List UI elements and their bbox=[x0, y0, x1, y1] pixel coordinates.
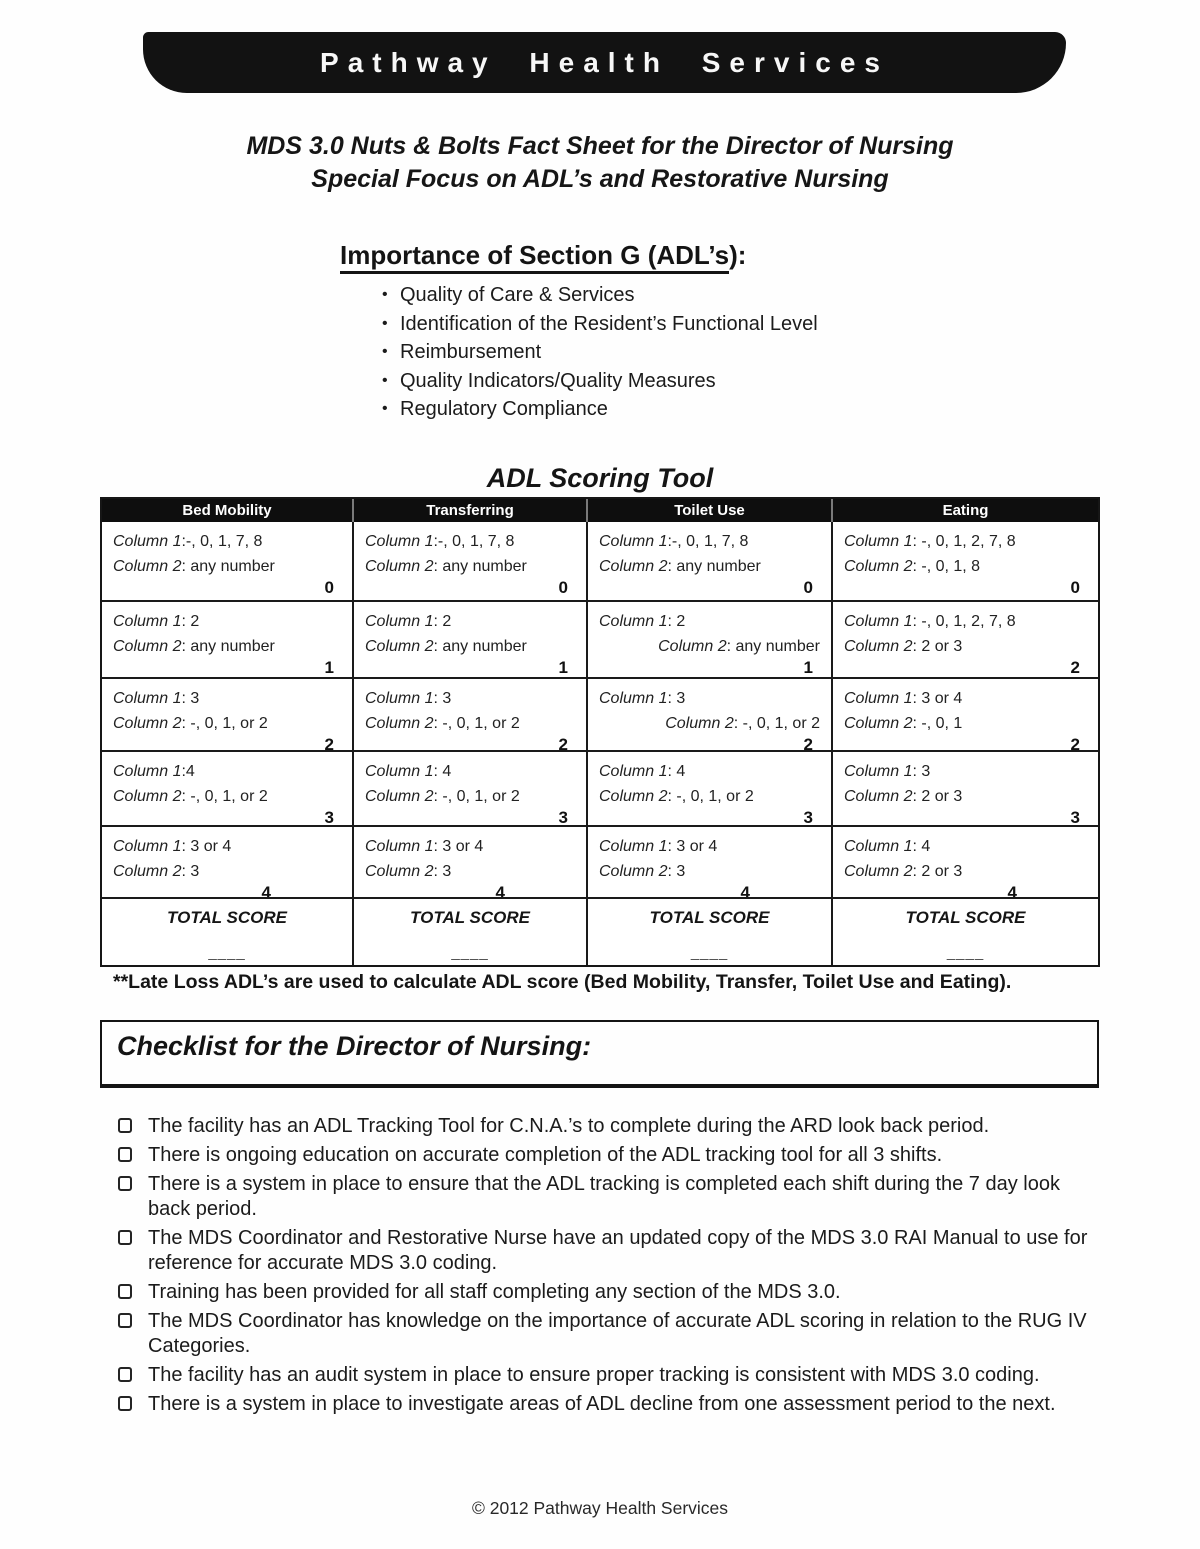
bullet-item-label: Reimbursement bbox=[400, 341, 542, 364]
pathway-logo-banner bbox=[143, 32, 1066, 93]
adl-table-cell bbox=[586, 522, 831, 600]
column-values: : 2 bbox=[181, 613, 200, 630]
checklist-item-label: The facility has an audit system in place to ensure proper tracking is consistent with MDS 3.0 coding. bbox=[148, 1363, 1040, 1386]
adl-score-value: 2 bbox=[803, 735, 813, 750]
column-values: : 4 bbox=[433, 763, 452, 780]
adl-table-cell bbox=[352, 752, 586, 825]
column-label: Column 2 bbox=[658, 638, 727, 655]
adl-cell-criteria-line bbox=[113, 859, 341, 884]
total-score-blank: ____ bbox=[690, 944, 729, 961]
column-label: Column 2 bbox=[844, 788, 913, 805]
adl-cell-criteria-line bbox=[844, 634, 1087, 659]
adl-table-cell bbox=[102, 827, 352, 897]
bullet-item bbox=[382, 395, 960, 424]
adl-cell-criteria-line bbox=[599, 686, 820, 711]
adl-cell-criteria-line bbox=[844, 759, 1087, 784]
column-label: Column 2 bbox=[844, 638, 913, 655]
adl-cell-criteria-line bbox=[365, 759, 575, 784]
column-label: Column 2 bbox=[599, 863, 668, 880]
adl-cell-criteria-line bbox=[365, 609, 575, 634]
adl-table-cell bbox=[586, 602, 831, 677]
checkbox-icon bbox=[118, 1230, 132, 1245]
adl-table-cell bbox=[586, 679, 831, 750]
column-values: : -, 0, 1, or 2 bbox=[433, 788, 520, 805]
column-values: :-, 0, 1, 7, 8 bbox=[667, 533, 749, 550]
column-values: : 2 bbox=[433, 613, 452, 630]
adl-cell-criteria-line bbox=[365, 784, 575, 809]
column-values: : 3 bbox=[181, 690, 200, 707]
checklist-item bbox=[118, 1363, 1093, 1388]
bullet-item-label: Identification of the Resident’s Functional Level bbox=[400, 312, 818, 335]
adl-cell-criteria-line bbox=[113, 529, 341, 554]
adl-table-cell bbox=[102, 752, 352, 825]
column-values: : any number bbox=[181, 558, 275, 575]
column-label: Column 2 bbox=[113, 715, 182, 732]
adl-cell-criteria-line bbox=[844, 529, 1087, 554]
checklist-item-list bbox=[118, 1114, 1093, 1421]
column-values: : any number bbox=[433, 558, 527, 575]
column-label: Column 2 bbox=[844, 558, 913, 575]
adl-cell-criteria-line bbox=[113, 609, 341, 634]
copyright-footer: © 2012 Pathway Health Services bbox=[471, 1498, 729, 1518]
adl-cell-criteria-line bbox=[113, 834, 341, 859]
checklist-item bbox=[118, 1280, 1093, 1305]
adl-score-value: 3 bbox=[803, 808, 813, 825]
adl-cell-criteria-line bbox=[599, 759, 820, 784]
column-values: : -, 0, 1, 2, 7, 8 bbox=[912, 533, 1016, 550]
adl-score-value: 0 bbox=[1070, 578, 1080, 597]
column-label: Column 1 bbox=[599, 763, 668, 780]
column-label: Column 1 bbox=[365, 763, 434, 780]
adl-cell-criteria-line bbox=[599, 859, 820, 884]
column-values: : -, 0, 1, or 2 bbox=[733, 715, 820, 732]
column-values: : 3 bbox=[667, 690, 686, 707]
column-values: :-, 0, 1, 7, 8 bbox=[433, 533, 515, 550]
column-label: Column 2 bbox=[113, 558, 182, 575]
adl-cell-criteria-line bbox=[599, 834, 820, 859]
adl-table-cell bbox=[586, 827, 831, 897]
adl-table-row bbox=[102, 679, 1098, 752]
column-values: : any number bbox=[667, 558, 761, 575]
column-values: : 3 or 4 bbox=[433, 838, 484, 855]
column-values: : -, 0, 1, or 2 bbox=[181, 788, 268, 805]
adl-table-row bbox=[102, 602, 1098, 679]
checklist-item bbox=[118, 1143, 1093, 1168]
column-label: Column 1 bbox=[844, 533, 913, 550]
adl-total-score-cell bbox=[102, 899, 352, 965]
adl-cell-criteria-line bbox=[113, 686, 341, 711]
adl-cell-criteria-line bbox=[365, 834, 575, 859]
adl-cell-criteria-line bbox=[844, 609, 1087, 634]
column-label: Column 2 bbox=[365, 715, 434, 732]
adl-scoring-table bbox=[100, 497, 1100, 967]
bullet-icon: • bbox=[382, 286, 388, 303]
column-label: Column 1 bbox=[113, 838, 182, 855]
column-values: : 3 or 4 bbox=[912, 690, 963, 707]
adl-total-score-cell bbox=[831, 899, 1098, 965]
column-values: : 3 bbox=[667, 863, 686, 880]
adl-cell-criteria-line bbox=[844, 686, 1087, 711]
document-title bbox=[0, 130, 1200, 196]
adl-table-row bbox=[102, 752, 1098, 827]
column-label: Column 1 bbox=[365, 690, 434, 707]
adl-table-cell bbox=[352, 679, 586, 750]
column-values: : 2 or 3 bbox=[912, 638, 963, 655]
checkbox-icon bbox=[118, 1313, 132, 1328]
bullet-icon: • bbox=[382, 371, 388, 389]
checklist-item-label: The MDS Coordinator and Restorative Nurse have an updated copy of the MDS 3.0 RAI Manual to use for reference for accurate MDS 3.0 coding. bbox=[148, 1227, 1088, 1274]
column-values: :-, 0, 1, 7, 8 bbox=[181, 533, 263, 550]
column-values: :4 bbox=[181, 763, 195, 780]
column-values: : 2 or 3 bbox=[912, 863, 963, 880]
column-values: : 4 bbox=[912, 838, 931, 855]
adl-table-row bbox=[102, 522, 1098, 602]
bullet-icon: • bbox=[382, 343, 388, 361]
checklist-item bbox=[118, 1392, 1093, 1417]
column-values: : 3 bbox=[433, 690, 452, 707]
document-title-line1: MDS 3.0 Nuts & Bolts Fact Sheet for the Director of Nursing bbox=[246, 132, 954, 160]
adl-cell-criteria-line bbox=[599, 784, 820, 809]
column-label: Column 2 bbox=[844, 715, 913, 732]
column-label: Column 1 bbox=[844, 613, 913, 630]
adl-cell-criteria-line bbox=[113, 759, 341, 784]
column-values: : -, 0, 1, 2, 7, 8 bbox=[912, 613, 1016, 630]
adl-score-value: 4 bbox=[1007, 883, 1017, 897]
adl-score-value: 0 bbox=[558, 578, 568, 597]
checklist-item-label: There is a system in place to ensure that the ADL tracking is completed each shift during the 7 day look back period. bbox=[148, 1173, 1060, 1220]
column-label: Column 1 bbox=[113, 763, 182, 780]
checklist-item bbox=[118, 1172, 1093, 1221]
adl-score-value: 2 bbox=[1070, 735, 1080, 750]
adl-cell-criteria-line bbox=[844, 859, 1087, 884]
column-values: : 3 or 4 bbox=[181, 838, 232, 855]
column-label: Column 1 bbox=[844, 690, 913, 707]
adl-column-header: Transferring bbox=[352, 499, 586, 522]
checklist-item-label: Training has been provided for all staff completing any section of the MDS 3.0. bbox=[148, 1280, 841, 1303]
bullet-item-label: Regulatory Compliance bbox=[400, 398, 608, 421]
column-label: Column 2 bbox=[365, 558, 434, 575]
column-label: Column 1 bbox=[844, 763, 913, 780]
adl-total-score-cell bbox=[352, 899, 586, 965]
column-values: : 4 bbox=[667, 763, 686, 780]
bullet-icon: • bbox=[382, 400, 388, 418]
adl-column-header: Toilet Use bbox=[586, 499, 831, 522]
adl-score-value: 2 bbox=[558, 735, 568, 750]
column-label: Column 2 bbox=[599, 558, 668, 575]
column-label: Column 1 bbox=[365, 533, 434, 550]
total-score-blank: ____ bbox=[946, 944, 985, 961]
adl-cell-criteria-line bbox=[113, 634, 341, 659]
column-label: Column 1 bbox=[113, 613, 182, 630]
total-score-blank: ____ bbox=[208, 944, 246, 961]
checkbox-icon bbox=[118, 1396, 132, 1411]
column-values: : 3 bbox=[181, 863, 200, 880]
column-label: Column 2 bbox=[665, 715, 734, 732]
checklist-item bbox=[118, 1226, 1093, 1275]
column-label: Column 1 bbox=[113, 533, 182, 550]
adl-score-value: 1 bbox=[803, 658, 813, 677]
adl-table-cell bbox=[352, 827, 586, 897]
column-values: : -, 0, 1, or 2 bbox=[181, 715, 268, 732]
column-label: Column 1 bbox=[599, 613, 668, 630]
checkbox-icon bbox=[118, 1147, 132, 1162]
column-values: : 3 bbox=[433, 863, 452, 880]
column-label: Column 2 bbox=[365, 788, 434, 805]
column-label: Column 2 bbox=[113, 863, 182, 880]
column-values: : 3 bbox=[912, 763, 931, 780]
adl-score-value: 0 bbox=[803, 578, 813, 597]
column-label: Column 2 bbox=[113, 638, 182, 655]
column-label: Column 1 bbox=[599, 838, 668, 855]
adl-cell-criteria-line bbox=[844, 834, 1087, 859]
adl-cell-criteria-line bbox=[599, 634, 820, 659]
column-label: Column 1 bbox=[599, 690, 668, 707]
adl-total-score-cell bbox=[586, 899, 831, 965]
adl-cell-criteria-line bbox=[365, 711, 575, 736]
column-values: : -, 0, 1, or 2 bbox=[433, 715, 520, 732]
adl-table-cell bbox=[352, 602, 586, 677]
total-score-label: TOTAL SCORE bbox=[167, 908, 287, 927]
column-values: : -, 0, 1, or 2 bbox=[667, 788, 754, 805]
column-label: Column 2 bbox=[365, 863, 434, 880]
column-label: Column 1 bbox=[113, 690, 182, 707]
bullet-icon: • bbox=[382, 314, 388, 332]
checklist-heading: Checklist for the Director of Nursing: bbox=[117, 1031, 592, 1061]
checkbox-icon bbox=[118, 1176, 132, 1191]
adl-table-header-row bbox=[102, 499, 1098, 522]
adl-cell-criteria-line bbox=[844, 784, 1087, 809]
adl-score-value: 3 bbox=[558, 808, 568, 825]
importance-section bbox=[340, 240, 960, 424]
bullet-item bbox=[382, 338, 960, 367]
total-score-label: TOTAL SCORE bbox=[649, 908, 770, 927]
checklist-item bbox=[118, 1114, 1093, 1139]
adl-total-score-row bbox=[102, 899, 1098, 965]
column-label: Column 1 bbox=[365, 838, 434, 855]
checklist-heading-box bbox=[100, 1020, 1099, 1088]
adl-cell-criteria-line bbox=[113, 711, 341, 736]
adl-table-cell bbox=[831, 827, 1098, 897]
total-score-label: TOTAL SCORE bbox=[410, 908, 530, 927]
total-score-blank: ____ bbox=[451, 944, 489, 961]
column-label: Column 1 bbox=[844, 838, 913, 855]
column-label: Column 1 bbox=[599, 533, 668, 550]
column-label: Column 2 bbox=[365, 638, 434, 655]
adl-cell-criteria-line bbox=[365, 859, 575, 884]
adl-cell-criteria-line bbox=[599, 554, 820, 579]
column-values: : -, 0, 1 bbox=[912, 715, 963, 732]
column-values: : any number bbox=[433, 638, 527, 655]
column-values: : 2 bbox=[667, 613, 686, 630]
adl-table-cell bbox=[102, 602, 352, 677]
checklist-item-label: There is a system in place to investigate areas of ADL decline from one assessment period to the next. bbox=[148, 1393, 1056, 1416]
column-values: : any number bbox=[726, 638, 820, 655]
checkbox-icon bbox=[118, 1284, 132, 1299]
checklist-item bbox=[118, 1309, 1093, 1358]
checkbox-icon bbox=[118, 1367, 132, 1382]
late-loss-footnote: **Late Loss ADL’s are used to calculate ADL score (Bed Mobility, Transfer, Toilet Use and Eating). bbox=[113, 971, 1012, 993]
adl-score-value: 4 bbox=[740, 883, 750, 897]
column-label: Column 2 bbox=[113, 788, 182, 805]
checklist-item-label: The MDS Coordinator has knowledge on the importance of accurate ADL scoring in relation to the RUG IV Categories. bbox=[148, 1310, 1087, 1357]
adl-column-header: Eating bbox=[831, 499, 1098, 522]
adl-table-cell bbox=[831, 602, 1098, 677]
adl-score-value: 1 bbox=[324, 658, 334, 677]
adl-cell-criteria-line bbox=[844, 554, 1087, 579]
adl-score-value: 4 bbox=[495, 883, 505, 897]
adl-cell-criteria-line bbox=[844, 711, 1087, 736]
adl-table-row bbox=[102, 827, 1098, 899]
checkbox-icon bbox=[118, 1118, 132, 1133]
importance-heading-underlined: Importance of Section G (ADL’s bbox=[340, 240, 729, 274]
adl-score-value: 3 bbox=[324, 808, 334, 825]
column-label: Column 2 bbox=[844, 863, 913, 880]
adl-score-value: 3 bbox=[1070, 808, 1080, 825]
column-label: Column 2 bbox=[599, 788, 668, 805]
column-values: : 2 or 3 bbox=[912, 788, 963, 805]
adl-table-cell bbox=[831, 522, 1098, 600]
adl-score-value: 1 bbox=[558, 658, 568, 677]
adl-score-value: 0 bbox=[324, 578, 334, 597]
adl-column-header: Bed Mobility bbox=[182, 502, 272, 519]
adl-cell-criteria-line bbox=[113, 784, 341, 809]
adl-cell-criteria-line bbox=[599, 609, 820, 634]
bullet-item-label: Quality Indicators/Quality Measures bbox=[400, 369, 716, 392]
adl-cell-criteria-line bbox=[365, 634, 575, 659]
adl-cell-criteria-line bbox=[365, 686, 575, 711]
adl-cell-criteria-line bbox=[599, 711, 820, 736]
adl-table-cell bbox=[102, 522, 352, 600]
bullet-item-label: Quality of Care & Services bbox=[400, 284, 635, 306]
total-score-label: TOTAL SCORE bbox=[905, 908, 1026, 927]
adl-cell-criteria-line bbox=[113, 554, 341, 579]
bullet-item bbox=[382, 367, 960, 396]
document-title-line2: Special Focus on ADL’s and Restorative Nursing bbox=[311, 165, 889, 193]
adl-score-value: 4 bbox=[261, 883, 271, 897]
importance-heading-tail: ): bbox=[729, 240, 747, 270]
bullet-item bbox=[382, 281, 960, 310]
adl-cell-criteria-line bbox=[365, 554, 575, 579]
checklist-item-label: There is ongoing education on accurate completion of the ADL tracking tool for all 3 shifts. bbox=[148, 1144, 943, 1167]
checklist-item-label: The facility has an ADL Tracking Tool for C.N.A.’s to complete during the ARD look back period. bbox=[148, 1115, 990, 1137]
adl-score-value: 2 bbox=[324, 735, 334, 750]
importance-bullet-list bbox=[340, 281, 960, 424]
bullet-item bbox=[382, 310, 960, 339]
logo-text: Pathway Health Services bbox=[320, 46, 889, 78]
adl-table-cell bbox=[831, 679, 1098, 750]
adl-table-cell bbox=[831, 752, 1098, 825]
column-values: : 3 or 4 bbox=[667, 838, 718, 855]
adl-table-cell bbox=[352, 522, 586, 600]
column-values: : -, 0, 1, 8 bbox=[912, 558, 981, 575]
adl-cell-criteria-line bbox=[599, 529, 820, 554]
column-label: Column 1 bbox=[365, 613, 434, 630]
column-values: : any number bbox=[181, 638, 275, 655]
adl-score-value: 2 bbox=[1070, 658, 1080, 677]
adl-table-cell bbox=[586, 752, 831, 825]
adl-scoring-tool-title: ADL Scoring Tool bbox=[486, 463, 714, 493]
adl-cell-criteria-line bbox=[365, 529, 575, 554]
importance-heading bbox=[340, 240, 960, 271]
adl-table-cell bbox=[102, 679, 352, 750]
